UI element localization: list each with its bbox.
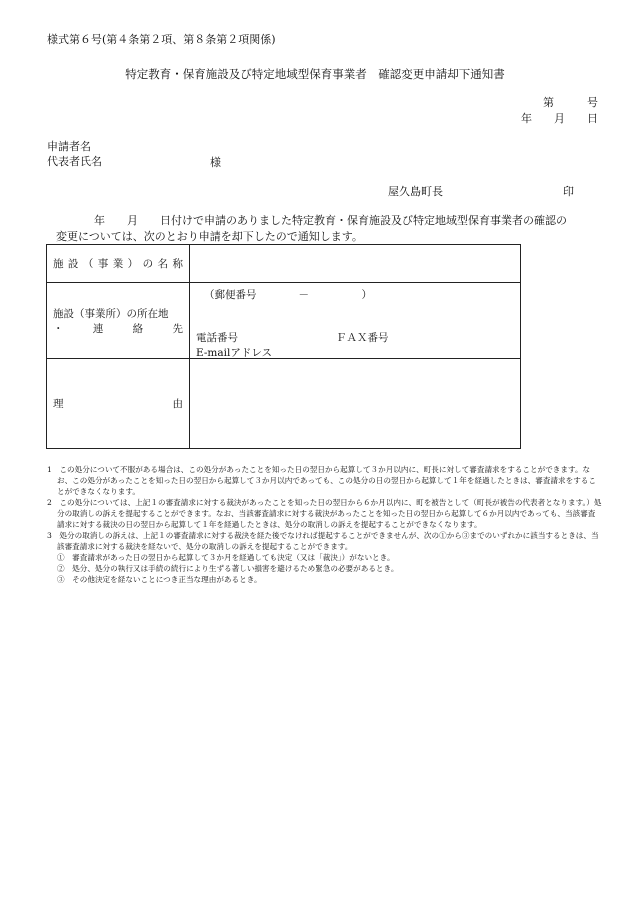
- notice-body: [47, 213, 607, 245]
- facility-address-label-line2: ・ 連 絡 先: [53, 322, 183, 335]
- facility-name-row: [47, 245, 521, 283]
- note-2: 2 この処分については、上記１の審査請求に対する裁決があったことを知った日の翌日から６か月以内に、町を被告として（町長が被告の代表者となります。）処分の取消しの訴えを提起することができます。なお、当該審査請求に対する裁決があったことを知った日の翌日から起算して６か月以内であっても、当該審査請求に対する裁決の日の翌日から起算して１年を経過したときは、処分の取消しの訴えを提起することができなくなります。: [47, 498, 602, 529]
- facility-address-label-line1: 施設（事業所）の所在地: [53, 307, 169, 320]
- notice-body-line-2: 変更については、次のとおり申請を却下したので通知します。: [56, 230, 363, 243]
- facility-address-value: [190, 283, 521, 359]
- fax-label: ＦＡＸ番号: [336, 332, 389, 344]
- notes-section: [47, 464, 602, 585]
- applicant-name-label: 申請者名: [47, 140, 91, 153]
- representative-name-label: 代表者氏名: [47, 155, 102, 168]
- facility-name-label: 施設（事業）の名称: [47, 245, 190, 283]
- applicant-block: [47, 139, 102, 169]
- form-number: 様式第６号(第４条第２項、第８条第２項関係): [47, 33, 276, 46]
- document-number: 第 号: [543, 96, 598, 109]
- seal-mark: 印: [563, 185, 574, 198]
- document-date: 年 月 日: [521, 112, 598, 125]
- sub-note-3: ③ その他決定を経ないことにつき正当な理由があるとき。: [57, 575, 262, 584]
- details-table: [46, 244, 521, 449]
- sub-note-2: ② 処分、処分の執行又は手続の続行により生ずる著しい損害を避けるため緊急の必要があるとき。: [57, 564, 399, 573]
- email-label: E-mailアドレス: [196, 347, 273, 359]
- postal-code-field: （郵便番号 － ）: [204, 289, 372, 301]
- honorific-sama: 様: [210, 156, 221, 169]
- facility-address-row: [47, 283, 521, 359]
- note-1: 1 この処分について不服がある場合は、この処分があったことを知った日の翌日から起算して３か月以内に、町長に対して審査請求をすることができます。なお、この処分があったことを知った日の翌日から起算して３か月以内であっても、この処分の日の翌日から起算して１年を経過したときは、審査請求をすることができなくなります。: [47, 465, 596, 496]
- issuer-mayor: 屋久島町長: [388, 185, 443, 198]
- telephone-label: 電話番号: [196, 332, 238, 344]
- reason-value: [190, 359, 521, 449]
- note-3: 3 処分の取消しの訴えは、上記１の審査請求に対する裁決を経た後でなければ提起することができませんが、次の①から③までのいずれかに該当するときは、当該審査請求に対する裁決を経ないで、処分の取消しの訴えを提起することができます。: [47, 531, 599, 551]
- document-title: 特定教育・保育施設及び特定地域型保育事業者 確認変更申請却下通知書: [125, 67, 505, 81]
- reason-label: 理由: [47, 359, 190, 449]
- facility-address-label: [47, 283, 190, 359]
- sub-note-1: ① 審査請求があった日の翌日から起算して３か月を経過しても決定（又は「裁決」）がないとき。: [57, 553, 395, 562]
- reason-row: [47, 359, 521, 449]
- notice-body-line-1: 年 月 日付けで申請のありました特定教育・保育施設及び特定地域型保育事業者の確認の: [94, 214, 567, 227]
- facility-name-value: [190, 245, 521, 283]
